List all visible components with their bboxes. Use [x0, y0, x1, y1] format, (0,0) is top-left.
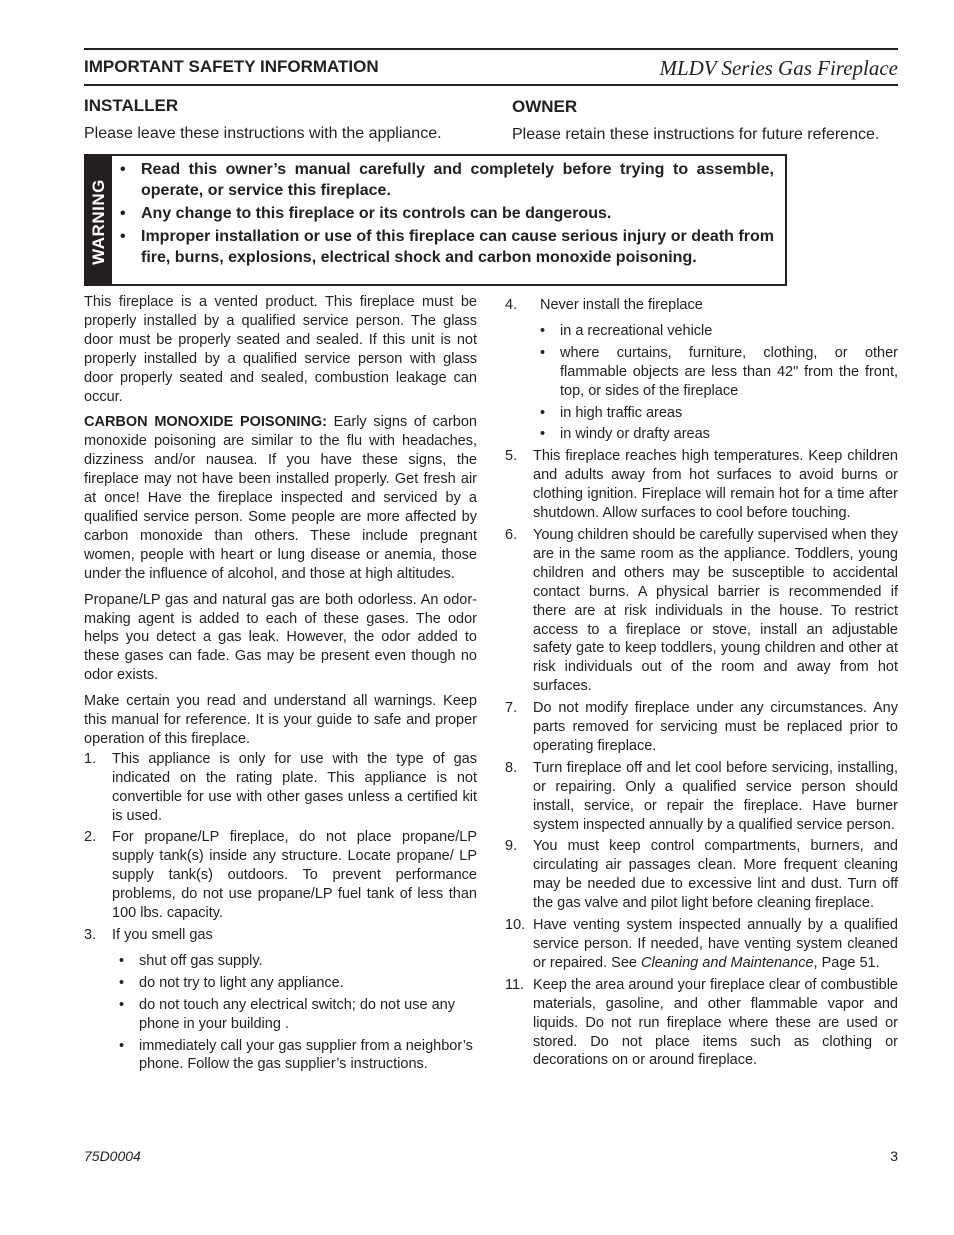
- page-number: 3: [890, 1148, 898, 1164]
- product-title: MLDV Series Gas Fireplace: [659, 56, 898, 80]
- bullet-item: • do not try to light any appliance.: [112, 974, 477, 993]
- owner-heading: OWNER: [512, 97, 578, 116]
- section-heading: IMPORTANT SAFETY INFORMATION: [84, 57, 379, 76]
- list-item: 5. This fireplace reaches high temperatures. Keep children and adults away from hot surfaces to avoid burns or clothing ignition. Fireplace will remain hot for a time after shutdown. Allow surfaces to cool before touching.: [505, 448, 898, 522]
- page-header: [84, 48, 898, 86]
- bullet-item: • do not touch any electrical switch; do not use any phone in your building .: [112, 996, 477, 1034]
- list-item: 11. Keep the area around your fireplace clear of combustible materials, gasoline, and other flammable vapor and liquids. Do not run fireplace where these are used or stored. Do not place items such as clothing or decorations on or around fireplace.: [505, 976, 898, 1069]
- installer-note: Please leave these instructions with the appliance.: [84, 125, 442, 142]
- list-item: 4. Never install the fireplace • in a recreational vehicle • where curtains, furniture, clothing, or other flammable objects are less than 42" from the front, top, or sides of the fireplace • in high traffic areas • in windy or drafty areas: [505, 296, 898, 444]
- owner-note: Please retain these instructions for future reference.: [512, 126, 880, 143]
- list-item: 8. Turn fireplace off and let cool before servicing, installing, or repairing. Only a qualified service person should install, service, or repair the fireplace. Have burner system inspected annually by a qualified service person.: [505, 759, 898, 833]
- document-code: 75D0004: [84, 1148, 141, 1164]
- bullet-item: • immediately call your gas supplier from a neighbor’s phone. Follow the gas supplier’s instructions.: [112, 1037, 477, 1075]
- list-item: 3. If you smell gas • shut off gas supply. • do not try to light any appliance. • do not touch any electrical switch; do not use any phone in your building . • immediately call your gas supplier from a neighbor’s phone. Follow the gas supplier’s instructions.: [84, 926, 477, 1074]
- warning-sidebar: [86, 156, 112, 284]
- bullet-item: • in windy or drafty areas: [533, 425, 898, 444]
- installer-heading: INSTALLER: [84, 96, 179, 115]
- left-column: [84, 293, 477, 1077]
- read-warnings-paragraph: Make certain you read and understand all warnings. Keep this manual for reference. It is your guide to safe and proper operation of this fireplace.: [84, 693, 477, 747]
- carbon-monoxide-text: Early signs of carbon monoxide poisoning are similar to the flu with headaches, dizziness and/or nausea. If you have these signs, the fireplace may not have been installed properly. Get fresh air at once! Have the fireplace inspected and serviced by a qualified service person. Some people are more affected by carbon monoxide than others. These include pregnant women, people with heart or lung disease or anemia, those under the influence of alcohol, and those at high altitudes.: [84, 414, 477, 582]
- right-column: [505, 296, 898, 1073]
- carbon-monoxide-lead: CARBON MONOXIDE POISONING:: [84, 414, 327, 431]
- manual-page: [84, 48, 898, 1178]
- install-location-bullets: [505, 322, 898, 444]
- odorless-gas-paragraph: Propane/LP gas and natural gas are both odorless. An odor-making agent is added to each of these gases. The odor helps you detect a gas leak. However, the odor added to these gases can fade. Gas may be present even though no odor exists.: [84, 591, 477, 684]
- cross-reference: Cleaning and Maintenance: [641, 954, 814, 971]
- list-item: 2. For propane/LP fireplace, do not place propane/LP supply tank(s) inside any structure. Locate propane/ LP supply tank(s) outdoors. To prevent performance problems, do not use propane/LP fuel tank of less than 100 lbs. capacity.: [84, 829, 477, 922]
- carbon-monoxide-paragraph: [84, 413, 477, 583]
- safety-list-right: [505, 296, 898, 1070]
- vented-product-paragraph: This fireplace is a vented product. This fireplace must be properly installed by a qualified service person. The glass door must be properly seated and sealed. If this unit is not properly installed by a qualified service person with glass door properly seated and sealed, combustion leakage can occur.: [84, 294, 477, 405]
- warning-list: [119, 159, 774, 270]
- list-item: 9. You must keep control compartments, burners, and circulating air passages clean. More frequent cleaning may be needed due to excessive lint and dust. Turn off the gas valve and pilot light before cleaning fireplace.: [505, 838, 898, 912]
- warning-box: [84, 154, 787, 286]
- warning-item: • Read this owner’s manual carefully and completely before trying to assemble, operate, or service this fireplace.: [119, 159, 774, 201]
- smell-gas-bullets: [112, 952, 477, 1074]
- bullet-item: • shut off gas supply.: [112, 952, 477, 971]
- list-item: 7. Do not modify fireplace under any circumstances. Any parts removed for servicing must be replaced prior to operating fireplace.: [505, 700, 898, 754]
- warning-item: • Any change to this fireplace or its controls can be dangerous.: [119, 203, 774, 224]
- bullet-item: • in a recreational vehicle: [533, 322, 898, 341]
- safety-list-left: [84, 750, 477, 1075]
- bullet-item: • in high traffic areas: [533, 404, 898, 423]
- warning-label: WARNING: [89, 179, 108, 265]
- list-item: 6. Young children should be carefully supervised when they are in the same room as the appliance. Toddlers, young children and others may be susceptible to accidental contact burns. A physical barrier is recommended if there are at risk individuals in the house. To restrict access to a fireplace or stove, install an adjustable safety gate to keep toddlers, young children and other at risk individuals out of the room and away from hot surfaces.: [505, 526, 898, 695]
- bullet-item: • where curtains, furniture, clothing, or other flammable objects are less than 42" from the front, top, or sides of the fireplace: [533, 344, 898, 401]
- list-item: 10. Have venting system inspected annually by a qualified service person. If needed, have venting system cleaned or repaired. See Cleaning and Maintenance, Page 51.: [505, 917, 898, 971]
- list-item: 1. This appliance is only for use with the type of gas indicated on the rating plate. This appliance is not convertible for use with other gases unless a certified kit is used.: [84, 750, 477, 824]
- warning-item: • Improper installation or use of this fireplace can cause serious injury or death from fire, burns, explosions, electrical shock and carbon monoxide poisoning.: [119, 226, 774, 268]
